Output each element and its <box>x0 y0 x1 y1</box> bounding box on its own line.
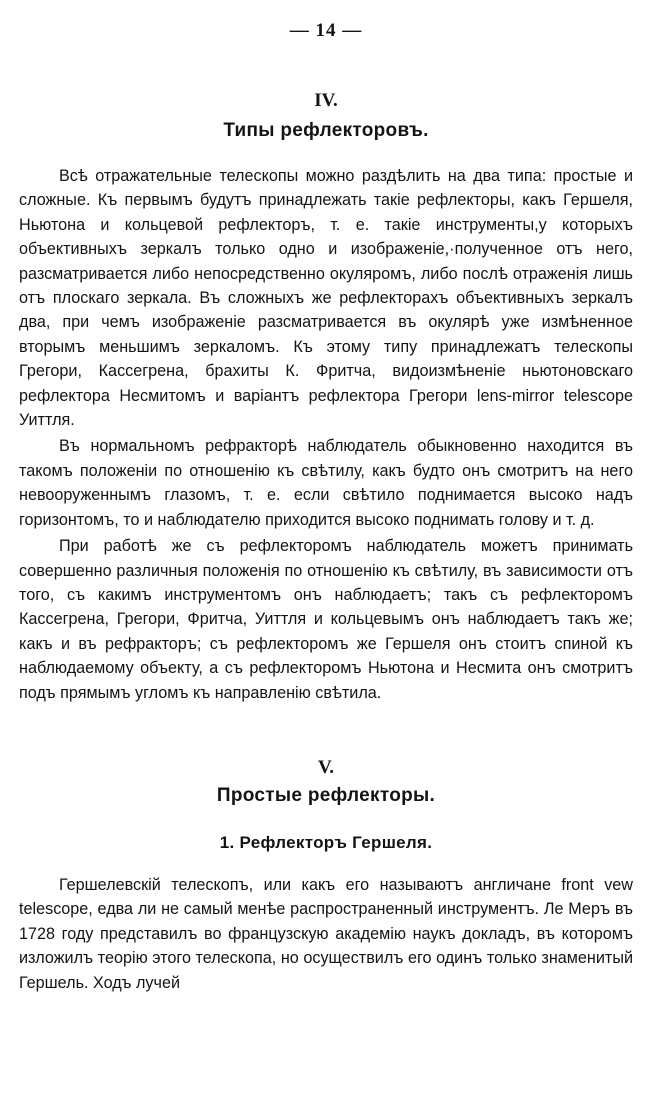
section-numeral: V. <box>317 756 335 778</box>
section-numeral: IV. <box>314 90 338 111</box>
subsection-title: 1. Рефлекторъ Гершеля. <box>219 832 433 852</box>
page-number: — 14 — <box>289 20 363 41</box>
section-simple-reflectors <box>19 757 633 995</box>
paragraph: Всѣ отражательные телескопы можно раздѣлить на два типа: простые и сложные. Къ первымъ будутъ принадлежать такіе рефлекторы, какъ Гершеля, Ньютона и кольцевой рефлекторъ, т. е. такіе инструменты,у которыхъ объективныхъ зеркалъ только одно и изображеніе,·полученное отъ него, разсматривается либо непосредственно окуляромъ, либо послѣ отраженія лишь отъ плоскаго зеркала. Въ сложныхъ же рефлекторахъ объективныхъ зеркалъ два, при чемъ изображеніе разсматривается въ окулярѣ уже измѣненное вторымъ меньшимъ зеркаломъ. Къ этому типу принадлежатъ телескопы Грегори, Кассегрена, брахиты К. Фритча, видоизмѣненіе ньютоновскаго рефлектора Несмитомъ и варіантъ рефлектора Грегори lens-mirror telescope Уиттля. <box>19 167 633 430</box>
paragraph: Гершелевскій телескопъ, или какъ его называютъ англичане front vew telescope, едва ли не самый менѣе распространенный инструментъ. Ле Меръ въ 1728 году представилъ во французскую академію наукъ докладъ, въ которомъ изложилъ теорію этого телескопа, но осуществилъ его одинъ только знаменитый Гершель. Ходъ лучей <box>19 875 633 992</box>
section-title: Простые рефлекторы. <box>216 784 436 806</box>
paragraph: Въ нормальномъ рефракторѣ наблюдатель обыкновенно находится въ такомъ положеніи по отношенію къ свѣтилу, какъ будто онъ смотритъ на него невооруженнымъ глазомъ, т. е. если свѣтило поднимается высоко надъ горизонтомъ, то и наблюдателю приходится высоко поднимать голову и т. д. <box>19 437 633 529</box>
paragraph: При работѣ же съ рефлекторомъ наблюдатель можетъ принимать совершенно различныя положенія по отношенію къ свѣтилу, въ зависимости отъ того, съ какимъ инструментомъ онъ наблюдаетъ; такъ съ рефлекторомъ Кассегрена, Грегори, Фритча, Уиттля и кольцевымъ онъ наблюдаетъ такъ же; какъ и въ рефракторъ; съ рефлекторомъ же Гершеля онъ стоитъ спиной къ наблюдаемому объекту, а съ рефлекторомъ Ньютона и Несмита онъ смотритъ подъ прямымъ угломъ къ направленію свѣтила. <box>19 537 633 702</box>
section-types-of-reflectors <box>19 90 633 705</box>
section-title: Типы рефлекторовъ. <box>223 120 429 141</box>
